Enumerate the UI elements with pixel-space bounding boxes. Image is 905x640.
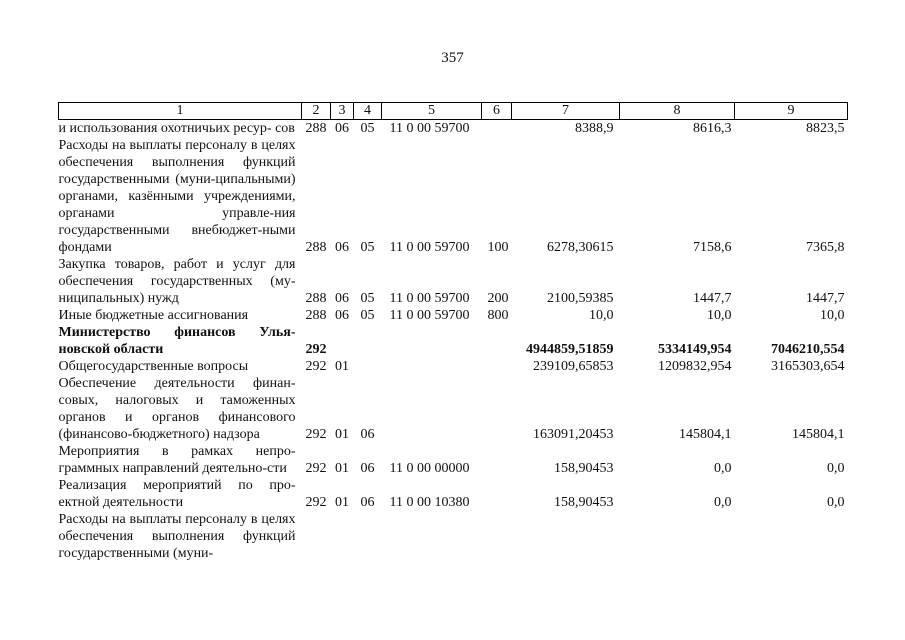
code-cell: 288	[305, 291, 327, 306]
column-header: 2	[302, 103, 331, 120]
row-name-cell: Реализация мероприятий по про-ектной деятельности	[58, 478, 296, 510]
column-header: 6	[482, 103, 512, 120]
expense-type-cell	[482, 511, 512, 562]
amount-col7-cell: 158,90453	[554, 495, 614, 510]
subsection-cell: 06	[360, 427, 375, 442]
subsection-cell	[354, 358, 382, 375]
amount-col9-cell: 7365,8	[806, 240, 845, 255]
subsection-cell: 05	[360, 308, 375, 323]
section-cell: 06	[335, 240, 349, 255]
section-cell: 01	[335, 461, 349, 476]
subsection-cell: 06	[360, 461, 375, 476]
row-name-cell: Мероприятия в рамках непро-граммных направлений деятельно-сти	[58, 444, 296, 476]
amount-col8-cell: 8616,3	[693, 121, 732, 136]
amount-col8-cell: 0,0	[714, 461, 732, 476]
expense-type-cell: 800	[487, 308, 509, 323]
amount-col7-cell: 8388,9	[575, 121, 614, 136]
amount-col9-cell: 145804,1	[792, 427, 845, 442]
code-cell: 292	[305, 495, 327, 510]
expense-type-cell	[482, 443, 512, 477]
amount-col8-cell: 0,0	[714, 495, 732, 510]
amount-col7-cell: 163091,20453	[533, 427, 614, 442]
amount-col9-cell: 3165303,654	[771, 359, 845, 374]
target-article-cell: 11 0 00 59700	[389, 308, 470, 323]
amount-col8-cell: 7158,6	[693, 240, 732, 255]
row-name-cell: и использования охотничьих ресур- сов	[58, 121, 295, 136]
table-row	[59, 137, 848, 256]
table-row	[59, 358, 848, 375]
column-header: 8	[620, 103, 735, 120]
code-cell: 292	[305, 461, 327, 476]
column-header: 9	[735, 103, 848, 120]
target-article-cell: 11 0 00 00000	[389, 461, 470, 476]
amount-col8-cell	[620, 511, 735, 562]
expense-type-cell	[482, 358, 512, 375]
expense-type-cell	[482, 375, 512, 443]
code-cell: 288	[305, 308, 327, 323]
subsection-cell: 05	[360, 121, 375, 136]
row-name-cell: Расходы на выплаты персоналу в целях обеспечения выполнения функций государственными (муни-ципальными) органами, казёнными учреждениями, органами управле-ния государственными внебюджет-ными фондами	[58, 138, 296, 255]
section-cell: 06	[335, 308, 349, 323]
row-name-cell: Обеспечение деятельности финан-совых, налоговых и таможенных органов и органов финансового (финансово-бюджетного) надзора	[58, 376, 296, 442]
target-article-cell	[382, 358, 482, 375]
amount-col7-cell: 4944859,51859	[526, 342, 614, 357]
section-cell	[331, 324, 354, 358]
subsection-cell	[354, 511, 382, 562]
table-row	[59, 307, 848, 324]
amount-col9-cell: 8823,5	[806, 121, 845, 136]
row-name-cell: Закупка товаров, работ и услуг для обеспечения государственных (му-ниципальных) нужд	[58, 257, 296, 306]
table-row	[59, 120, 848, 138]
target-article-cell: 11 0 00 59700	[389, 240, 470, 255]
budget-table	[58, 102, 848, 562]
subsection-cell: 05	[360, 291, 375, 306]
amount-col7-cell: 6278,30615	[547, 240, 614, 255]
section-cell: 01	[335, 427, 349, 442]
amount-col8-cell: 1447,7	[693, 291, 732, 306]
expense-type-cell: 200	[487, 291, 509, 306]
target-article-cell	[382, 324, 482, 358]
expense-type-cell: 100	[487, 240, 509, 255]
target-article-cell	[382, 511, 482, 562]
table-row	[59, 375, 848, 443]
subsection-cell: 05	[360, 240, 375, 255]
row-name-cell: Расходы на выплаты персоналу в целях обеспечения выполнения функций государственными (муни-	[58, 512, 296, 561]
amount-col7-cell: 2100,59385	[547, 291, 614, 306]
target-article-cell: 11 0 00 59700	[389, 291, 470, 306]
amount-col9-cell: 10,0	[820, 308, 845, 323]
code-cell: 292	[305, 427, 327, 442]
column-header: 5	[382, 103, 482, 120]
table-row	[59, 477, 848, 511]
row-name-cell: Общегосударственные вопросы	[58, 359, 249, 374]
section-cell	[331, 511, 354, 562]
amount-col8-cell: 10,0	[707, 308, 732, 323]
amount-col8-cell: 1209832,954	[658, 359, 732, 374]
code-cell: 288	[305, 121, 327, 136]
amount-col7-cell: 239109,65853	[533, 359, 614, 374]
code-cell: 288	[305, 240, 327, 255]
column-header: 1	[59, 103, 302, 120]
amount-col8-cell: 5334149,954	[658, 342, 732, 357]
row-name-cell: Министерство финансов Улья-новской области	[58, 325, 296, 357]
amount-col9-cell: 0,0	[827, 461, 845, 476]
table-row	[59, 443, 848, 477]
expense-type-cell	[482, 477, 512, 511]
page-number: 357	[441, 50, 464, 66]
section-cell: 01	[335, 359, 349, 374]
row-name-cell: Иные бюджетные ассигнования	[58, 308, 249, 323]
table-row	[59, 256, 848, 307]
amount-col8-cell: 145804,1	[679, 427, 732, 442]
section-cell: 01	[335, 495, 349, 510]
column-header: 7	[512, 103, 620, 120]
amount-col9-cell: 7046210,554	[771, 342, 845, 357]
code-cell: 292	[305, 359, 327, 374]
amount-col9-cell: 0,0	[827, 495, 845, 510]
target-article-cell: 11 0 00 59700	[389, 121, 470, 136]
amount-col7-cell: 10,0	[589, 308, 614, 323]
table-row	[59, 511, 848, 562]
amount-col9-cell: 1447,7	[806, 291, 845, 306]
subsection-cell: 06	[360, 495, 375, 510]
amount-col7-cell: 158,90453	[554, 461, 614, 476]
column-header: 3	[331, 103, 354, 120]
amount-col9-cell	[735, 511, 848, 562]
expense-type-cell	[482, 324, 512, 358]
code-cell	[302, 511, 331, 562]
target-article-cell	[382, 375, 482, 443]
expense-type-cell	[482, 120, 512, 138]
column-header: 4	[354, 103, 382, 120]
section-cell: 06	[335, 121, 349, 136]
table-row	[59, 324, 848, 358]
code-cell: 292	[305, 342, 327, 357]
subsection-cell	[354, 324, 382, 358]
section-cell: 06	[335, 291, 349, 306]
target-article-cell: 11 0 00 10380	[389, 495, 470, 510]
table-header-row	[59, 103, 848, 120]
amount-col7-cell	[512, 511, 620, 562]
